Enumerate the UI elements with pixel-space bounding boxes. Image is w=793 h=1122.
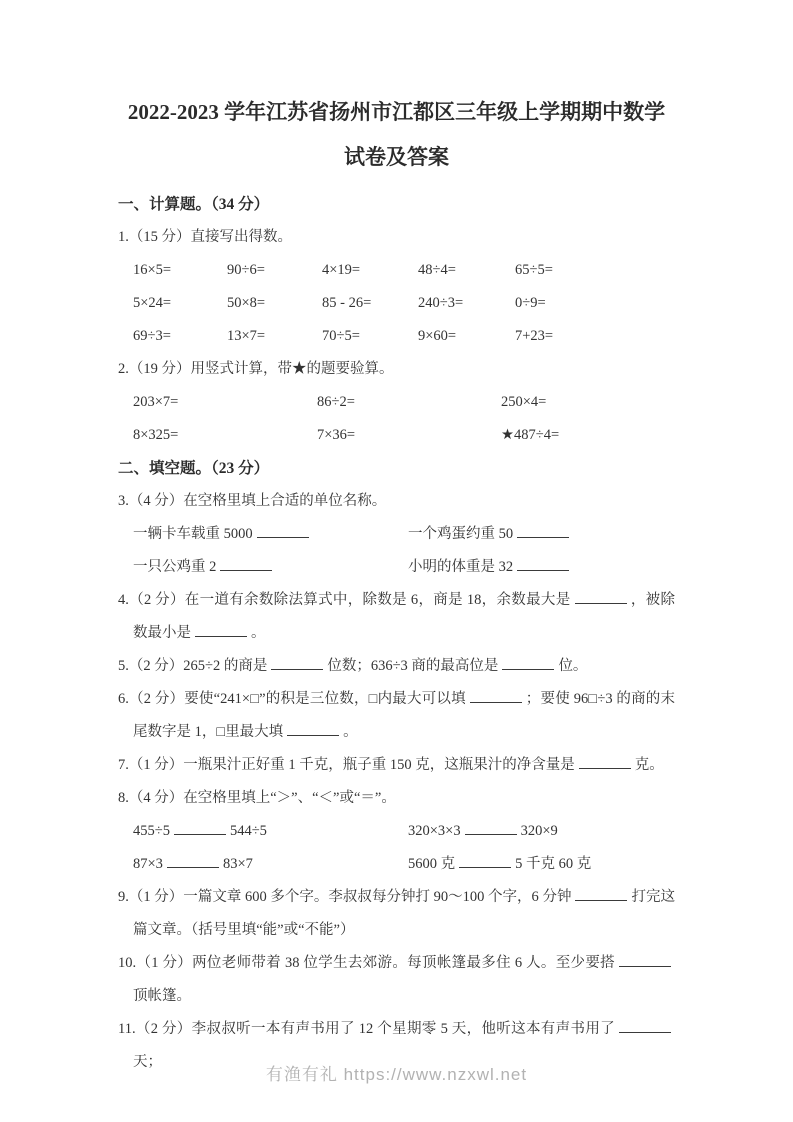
question-2-label: 2.（19 分）用竖式计算，带★的题要验算。: [118, 361, 394, 377]
answer-blank: [619, 1018, 671, 1033]
expression: 16×5=: [133, 262, 172, 278]
exam-content: [118, 90, 675, 1079]
expression: 5×24=: [133, 295, 172, 311]
question-text: 455÷5: [133, 823, 170, 839]
expression: 85 - 26=: [322, 295, 372, 311]
compare-item: [133, 848, 408, 881]
answer-blank: [470, 688, 522, 703]
question-text: ，被除数最小是: [133, 592, 675, 641]
question-10: [118, 947, 675, 1013]
question-8-row-1: [118, 815, 675, 848]
document-title: [118, 90, 675, 180]
expression: 0÷9=: [515, 295, 546, 311]
question-text: 320×9: [520, 823, 558, 839]
question-1-row-2: [118, 287, 675, 320]
answer-blank: [579, 754, 631, 769]
question-2-row-2: [118, 419, 675, 452]
question-4: [118, 584, 675, 650]
expression: 65÷5=: [515, 262, 553, 278]
question-1-label: 1.（15 分）直接写出得数。: [118, 229, 292, 245]
answer-blank: [502, 655, 554, 670]
question-text: 克。: [634, 757, 664, 773]
question-1-row-1: [118, 254, 675, 287]
fill-item: [133, 551, 408, 584]
expression: 250×4=: [501, 394, 547, 410]
question-text: 。: [251, 625, 266, 641]
answer-blank: [174, 820, 226, 835]
expression: 203×7=: [133, 394, 179, 410]
question-text: 7.（1 分）一瓶果汁正好重 1 千克，瓶子重 150 克，这瓶果汁的净含量是: [118, 757, 575, 773]
question-5: [118, 650, 675, 683]
answer-blank: [287, 721, 339, 736]
question-6: [118, 683, 675, 749]
question-text: 9.（1 分）一篇文章 600 多个字。李叔叔每分钟打 90～100 个字，6 分钟: [118, 889, 572, 905]
expression: ★487÷4=: [501, 427, 560, 443]
question-text: 6.（2 分）要使“241×□”的积是三位数，□内最大可以填: [118, 691, 466, 707]
compare-item: [408, 815, 675, 848]
section-heading-calculation: 一、计算题。（34 分）: [118, 196, 270, 213]
fill-item: [133, 518, 408, 551]
question-8-row-2: [118, 848, 675, 881]
answer-blank: [619, 952, 671, 967]
question-text: 位数；636÷3 商的最高位是: [327, 658, 499, 674]
question-1-row-3: [118, 320, 675, 353]
question-text: 一辆卡车载重 5000: [133, 526, 253, 542]
expression: 86÷2=: [317, 394, 355, 410]
title-line-1: 2022-2023 学年江苏省扬州市江都区三年级上学期期中数学: [127, 100, 666, 124]
question-text: 10.（1 分）两位老师带着 38 位学生去郊游。每顶帐篷最多住 6 人。至少要搭: [118, 955, 615, 971]
title-line-2: 试卷及答案: [344, 145, 449, 169]
question-text: ；要使 96□÷3 的商的末尾数字是 1，□里最大填: [133, 691, 675, 740]
question-text: 顶帐篷。: [133, 988, 191, 1004]
footer-watermark: 有渔有礼 https://www.nzxwl.net: [265, 1065, 528, 1084]
question-text: 天；: [133, 1054, 162, 1070]
question-text: 11.（2 分）李叔叔听一本有声书用了 12 个星期零 5 天，他听这本有声书用了: [118, 1021, 615, 1037]
expression: 7×36=: [317, 427, 356, 443]
question-text: 5 千克 60 克: [515, 856, 592, 872]
fill-item: [408, 551, 675, 584]
expression: 69÷3=: [133, 328, 171, 344]
expression: 9×60=: [418, 328, 457, 344]
answer-blank: [517, 523, 569, 538]
question-8-label: 8.（4 分）在空格里填上“＞”、“＜”或“＝”。: [118, 790, 396, 806]
answer-blank: [167, 853, 219, 868]
question-text: 。: [343, 724, 358, 740]
answer-blank: [575, 589, 627, 604]
answer-blank: [465, 820, 517, 835]
question-3-row-2: [118, 551, 675, 584]
answer-blank: [271, 655, 323, 670]
expression: 8×325=: [133, 427, 179, 443]
fill-item: [408, 518, 675, 551]
question-text: 小明的体重是 32: [408, 559, 514, 575]
question-3-label: 3.（4 分）在空格里填上合适的单位名称。: [118, 493, 387, 509]
question-text: 打完这篇文章。（括号里填“能”或“不能”）: [133, 889, 676, 938]
question-2-row-1: [118, 386, 675, 419]
question-text: 位。: [558, 658, 588, 674]
compare-item: [133, 815, 408, 848]
section-heading-fill-blank: 二、填空题。（23 分）: [118, 460, 270, 477]
expression: 50×8=: [227, 295, 266, 311]
question-text: 83×7: [222, 856, 253, 872]
question-text: 5.（2 分）265÷2 的商是: [118, 658, 268, 674]
expression: 48÷4=: [418, 262, 456, 278]
expression: 13×7=: [227, 328, 266, 344]
expression: 240÷3=: [418, 295, 464, 311]
question-text: 一个鸡蛋约重 50: [408, 526, 514, 542]
answer-blank: [220, 556, 272, 571]
question-9: [118, 881, 675, 947]
question-text: 一只公鸡重 2: [133, 559, 217, 575]
expression: 7+23=: [515, 328, 554, 344]
question-7: [118, 749, 675, 782]
question-3-row-1: [118, 518, 675, 551]
question-text: 5600 克: [408, 856, 456, 872]
expression: 70÷5=: [322, 328, 360, 344]
question-text: 320×3×3: [408, 823, 461, 839]
expression: 4×19=: [322, 262, 361, 278]
answer-blank: [257, 523, 309, 538]
answer-blank: [575, 886, 627, 901]
compare-item: [408, 848, 675, 881]
question-text: 87×3: [133, 856, 163, 872]
answer-blank: [459, 853, 511, 868]
question-text: 544÷5: [229, 823, 267, 839]
question-text: 4.（2 分）在一道有余数除法算式中，除数是 6，商是 18，余数最大是: [118, 592, 571, 608]
expression: 90÷6=: [227, 262, 265, 278]
answer-blank: [195, 622, 247, 637]
answer-blank: [517, 556, 569, 571]
